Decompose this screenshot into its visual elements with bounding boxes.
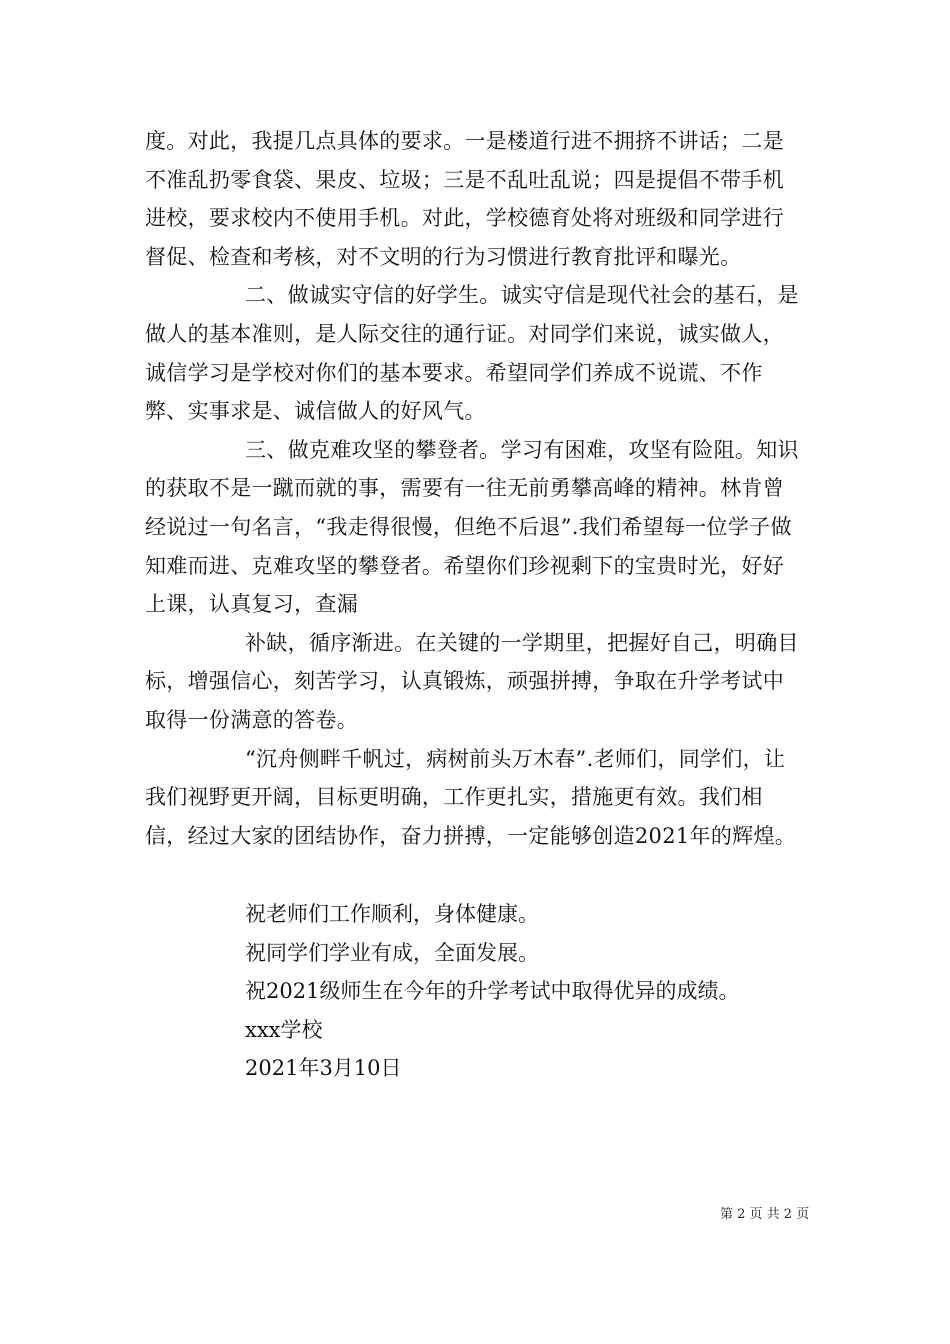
page-number-footer: 第 2 页 共 2 页 (720, 1207, 810, 1222)
paragraph-perseverance: 三、做克难攻坚的攀登者。学习有困难，攻坚有险阻。知识的获取不是一蹴而就的事，需要有一往无前勇攀高峰的精神。林肯曾经说过一句名言，“我走得很慢，但绝不后退”.我们希望每一位学子做知难而进、克难攻坚的攀登者。希望你们珍视剩下的宝贵时光，好好上课，认真复习，查漏 (145, 437, 799, 617)
signature-date: 2021年3月10日 (245, 1056, 402, 1081)
paragraph-discipline: 度。对此，我提几点具体的要求。一是楼道行进不拥挤不讲话；二是不准乱扔零食袋、果皮、垃圾；三是不乱吐乱说；四是提倡不带手机进校，要求校内不使用手机。对此，学校德育处将对班级和同学进行督促、检查和考核，对不文明的行为习惯进行教育批评和曝光。 (145, 129, 784, 269)
paragraph-study: 补缺，循序渐进。在关键的一学期里，把握好自己，明确目标，增强信心，刻苦学习，认真锻炼，顽强拼搏，争取在升学考试中取得一份满意的答卷。 (145, 630, 799, 732)
document-body (145, 122, 805, 855)
wish-students: 祝同学们学业有成，全面发展。 (245, 940, 539, 965)
paragraph-conclusion: “沉舟侧畔千帆过，病树前头万木春”.老师们，同学们，让我们视野更开阔，目标更明确，工作更扎实，措施更有效。我们相信，经过大家的团结协作，奋力拼搏，一定能够创造2021年的辉煌。 (145, 746, 797, 848)
signature-school: xxx学校 (245, 1017, 323, 1042)
closing-block (245, 895, 805, 1088)
wish-teachers: 祝老师们工作顺利，身体健康。 (245, 902, 539, 926)
wish-graduates: 祝2021级师生在今年的升学考试中取得优异的成绩。 (245, 979, 740, 1004)
paragraph-honesty: 二、做诚实守信的好学生。诚实守信是现代社会的基石，是做人的基本准则，是人际交往的通行证。对同学们来说，诚实做人，诚信学习是学校对你们的基本要求。希望同学们养成不说谎、不作弊、实事求是、诚信做人的好风气。 (145, 283, 799, 424)
